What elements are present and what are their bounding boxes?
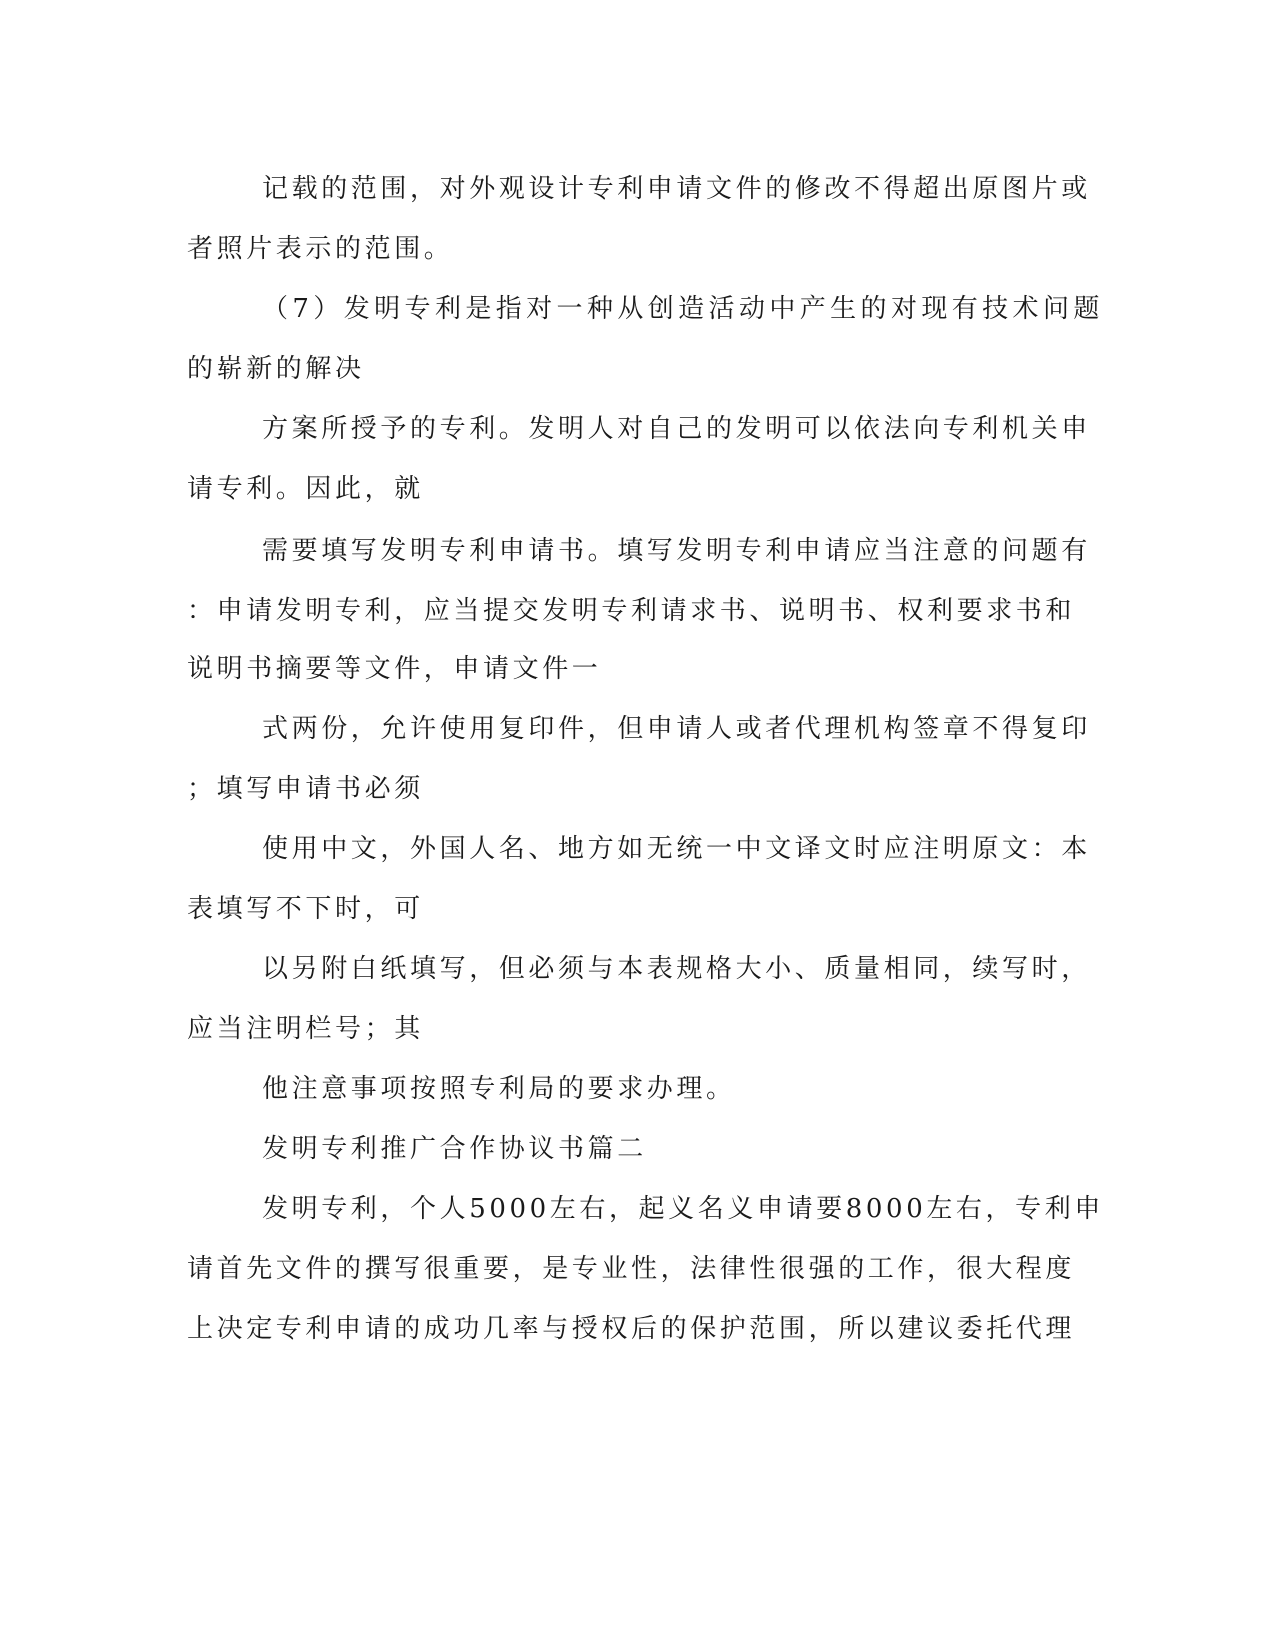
text-line: 式两份，允许使用复印件，但申请人或者代理机构签章不得复印: [262, 714, 1091, 744]
text-line: 表填写不下时，可: [187, 894, 424, 924]
text-line: 请专利。因此，就: [187, 474, 424, 504]
text-line: 请首先文件的撰写很重要，是专业性，法律性很强的工作，很大程度: [187, 1254, 1076, 1284]
text-line: ；填写申请书必须: [187, 774, 424, 804]
text-line: 应当注明栏号；其: [187, 1014, 424, 1044]
text-line: 他注意事项按照专利局的要求办理。: [262, 1074, 736, 1104]
text-line: ：申请发明专利，应当提交发明专利请求书、说明书、权利要求书和: [187, 596, 1076, 626]
section-heading: 发明专利推广合作协议书篇二: [262, 1134, 647, 1164]
text-line: 以另附白纸填写，但必须与本表规格大小、质量相同，续写时，: [262, 954, 1091, 984]
text-line: （7）发明专利是指对一种从创造活动中产生的对现有技术问题: [262, 294, 1104, 324]
text-line: 发明专利，个人5000左右，起义名义申请要8000左右，专利申: [262, 1194, 1104, 1224]
text-line: 的崭新的解决: [187, 354, 365, 384]
text-line: 记载的范围，对外观设计专利申请文件的修改不得超出原图片或: [262, 174, 1091, 204]
text-line: 者照片表示的范围。: [187, 234, 454, 264]
text-line: 上决定专利申请的成功几率与授权后的保护范围，所以建议委托代理: [187, 1314, 1076, 1344]
text-line: 说明书摘要等文件，申请文件一: [187, 654, 602, 684]
text-line: 需要填写发明专利申请书。填写发明专利申请应当注意的问题有: [262, 536, 1091, 566]
text-line: 方案所授予的专利。发明人对自己的发明可以依法向专利机关申: [262, 414, 1091, 444]
text-line: 使用中文，外国人名、地方如无统一中文译文时应注明原文：本: [262, 834, 1091, 864]
